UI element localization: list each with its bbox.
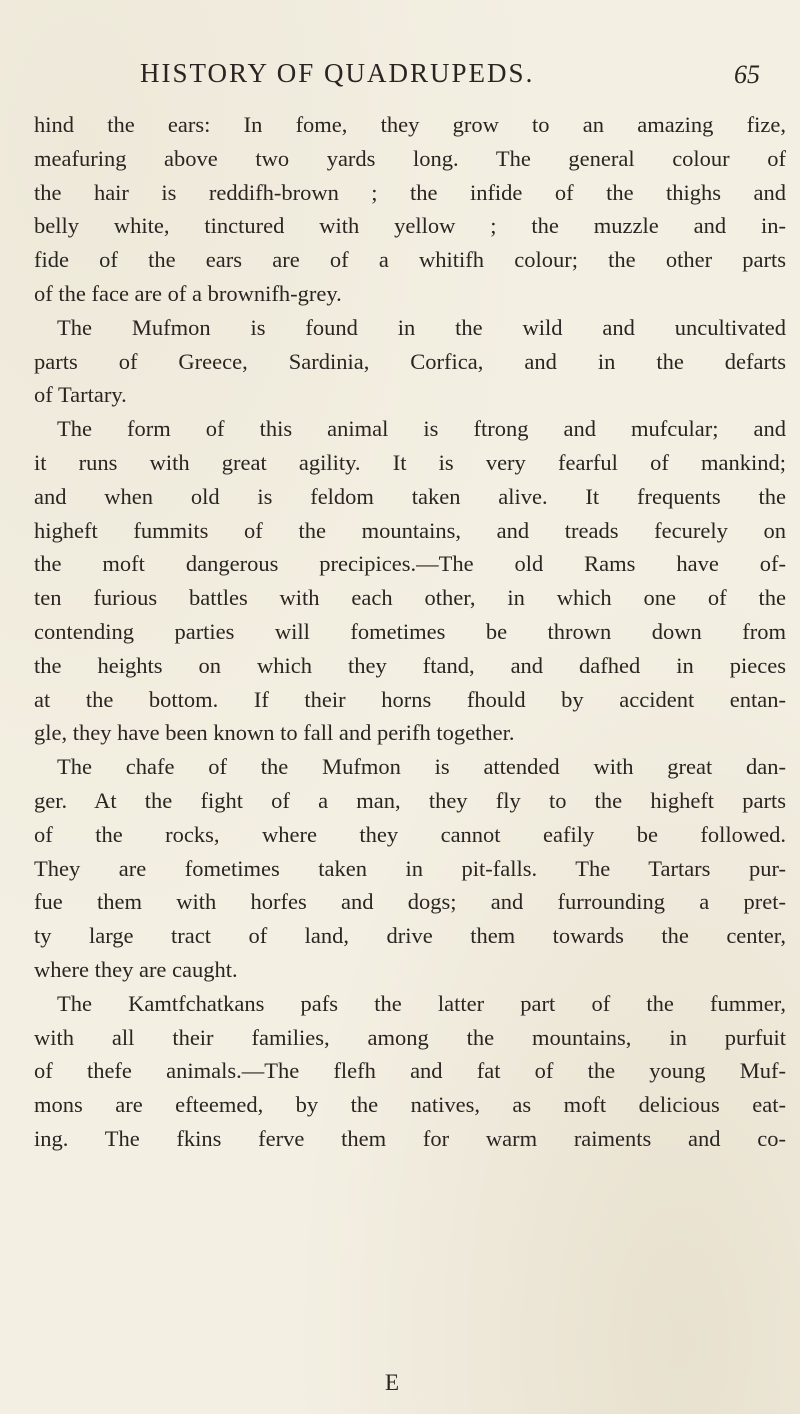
text-line: it runs with great agility. It is very fearful of mankind; [34,449,786,475]
text-line: fide of the ears are of a whitifh colour; the other parts [34,247,786,273]
text-line: The Kamtfchatkans pafs the latter part of the fummer, [57,990,786,1016]
text-line: and when old is feldom taken alive. It frequents the [34,483,786,509]
text-line: at the bottom. If their horns fhould by accident entan- [34,686,786,712]
text-line: hind the ears: In fome, they grow to an amazing fize, [34,112,786,137]
text-line: meafuring above two yards long. The general colour of [34,145,786,171]
text-line: of the face are of a brownifh-grey. [34,280,342,306]
text-line: gle, they have been known to fall and perifh together. [34,720,515,746]
text-line: where they are caught. [34,956,238,982]
text-line: the moft dangerous precipices.—The old Rams have of- [34,551,786,577]
text-line: ten furious battles with each other, in which one of the [34,585,786,611]
text-line: parts of Greece, Sardinia, Corfica, and in the defarts [34,348,786,374]
running-head [140,58,760,98]
text-line: ger. At the fight of a man, they fly to the higheft parts [34,787,786,813]
body-text [34,108,786,1156]
text-line: of thefe animals.—The flefh and fat of the young Muf- [34,1058,786,1084]
text-line: They are fometimes taken in pit-falls. The Tartars pur- [34,855,786,881]
text-line: fue them with horfes and dogs; and furrounding a pret- [34,889,786,915]
text-line: ing. The fkins ferve them for warm raiments and co- [34,1125,786,1151]
text-line: higheft fummits of the mountains, and treads fecurely on [34,517,786,543]
text-line: ty large tract of land, drive them towards the center, [34,923,786,949]
text-line: of Tartary. [34,382,127,408]
text-line: the heights on which they ftand, and dafhed in pieces [34,652,786,678]
text-line: with all their families, among the mountains, in purfuit [34,1024,786,1050]
text-line: The Mufmon is found in the wild and uncultivated [57,314,786,340]
text-line: mons are efteemed, by the natives, as moft delicious eat- [34,1092,786,1118]
page-number: 65 [734,60,760,89]
text-line: of the rocks, where they cannot eafily be followed. [34,821,786,847]
signature-mark: E [385,1370,400,1395]
text-line: the hair is reddifh-brown ; the infide of the thighs and [34,179,786,205]
text-line: The chafe of the Mufmon is attended with great dan- [57,754,786,780]
text-line: The form of this animal is ftrong and mufcular; and [57,416,786,442]
running-title: HISTORY OF QUADRUPEDS. [140,58,535,88]
text-line: contending parties will fometimes be thrown down from [34,618,786,644]
text-line: belly white, tinctured with yellow ; the muzzle and in- [34,213,786,239]
